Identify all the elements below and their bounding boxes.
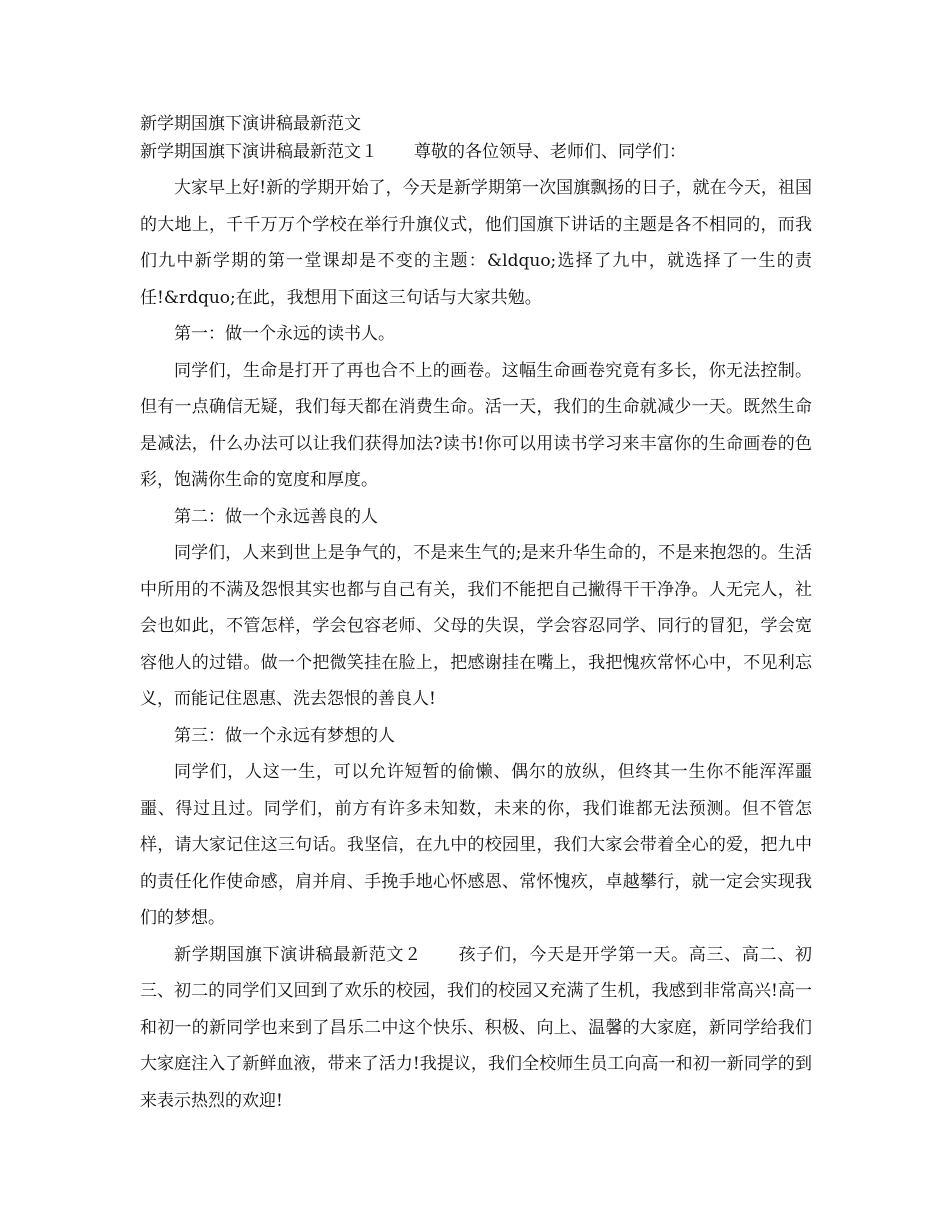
salutation: 尊敬的各位领导、老师们、同学们： [414, 142, 686, 162]
point-3-heading: 第三：做一个永远有梦想的人 [174, 725, 395, 746]
paragraph-point-2: 同学们，人来到世上是争气的，不是来生气的;是来升华生命的，不是来抱怨的。生活中所用的不满及怨恨其实也都与自己有关，我们不能把自己撇得干干净净。人无完人，社会也如此，不管怎样，学会包容老师、父母的失误，学会容忍同学、同行的冒犯，学会宽容他人的过错。做一个把微笑挂在脸上，把感谢挂在嘴上，我把愧疚常怀心中，不见利忘义，而能记住恩惠、洗去怨恨的善良人! [140, 543, 812, 709]
point-1-heading: 第一：做一个永远的读书人。 [174, 324, 395, 344]
point-2-heading: 第二：做一个永远善良的人 [174, 506, 378, 527]
document-body [140, 112, 812, 1119]
section-1-header [140, 140, 812, 164]
paragraph-point-3: 同学们，人这一生，可以允许短暂的偷懒、偶尔的放纵，但终其一生你不能浑浑噩噩、得过且过。同学们，前方有许多未知数，未来的你，我们谁都无法预测。但不管怎样，请大家记住这三句话。我坚信，在九中的校园里，我们大家会带着全心的爱，把九中的责任化作使命感，肩并肩、手挽手地心怀感恩、常怀愧疚，卓越攀行，就一定会实现我们的梦想。 [140, 762, 812, 928]
section-2-text: 孩子们，今天是开学第一天。高三、高二、初三、初二的同学们又回到了欢乐的校园，我们的校园又充满了生机，我感到非常高兴!高一和初一的新同学也来到了昌乐二中这个快乐、积极、向上、温馨的大家庭，新同学给我们大家庭注入了新鲜血液，带来了活力!我提议，我们全校师生员工向高一和初一新同学的到来表示热烈的欢迎! [140, 944, 813, 1111]
document-title: 新学期国旗下演讲稿最新范文 [140, 114, 361, 134]
paragraph-opening: 大家早上好!新的学期开始了，今天是新学期第一次国旗飘扬的日子，就在今天，祖国的大地上，千千万万个学校在举行升旗仪式，他们国旗下讲话的主题是各不相同的，而我们九中新学期的第一堂课却是不变的主题：&ldquo;选择了九中，就选择了一生的责任!&rdquo;在此，我想用下面这三句话与大家共勉。 [140, 178, 812, 308]
paragraph-point-1: 同学们，生命是打开了再也合不上的画卷。这幅生命画卷究竟有多长，你无法控制。但有一点确信无疑，我们每天都在消费生命。活一天，我们的生命就减少一天。既然生命是减法，什么办法可以让我们获得加法?读书!你可以用读书学习来丰富你的生命画卷的色彩，饱满你生命的宽度和厚度。 [140, 360, 812, 490]
paragraph-section-2 [140, 937, 812, 1120]
section-1-label: 新学期国旗下演讲稿最新范文１ [140, 142, 378, 162]
section-2-label: 新学期国旗下演讲稿最新范文２ [174, 944, 422, 965]
